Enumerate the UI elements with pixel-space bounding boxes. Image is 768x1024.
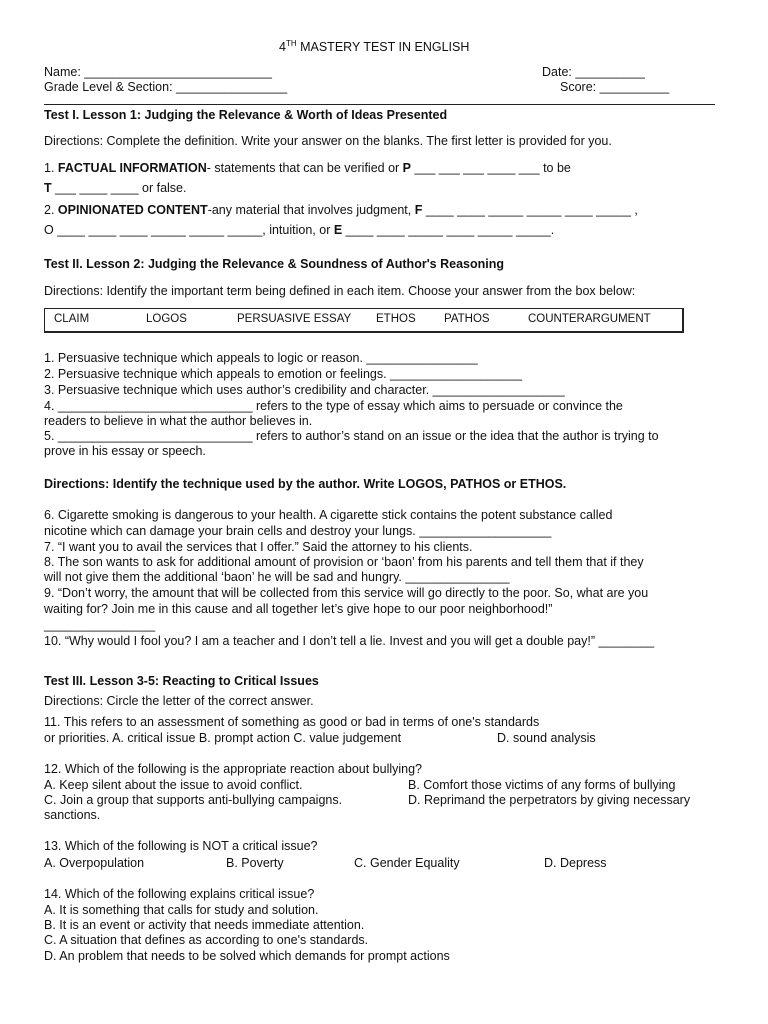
choice-logos: LOGOS — [146, 313, 187, 325]
page-title: 4TH MASTERY TEST IN ENGLISH — [279, 38, 470, 54]
test3-q12-option-d-cont: sanctions. — [44, 808, 101, 822]
test3-q11-options: or priorities. A. critical issue B. prompt action C. value judgement — [44, 731, 402, 745]
test3-q14-option-c: C. A situation that defines as according to one's standards. — [44, 933, 369, 947]
choice-pathos: PATHOS — [444, 313, 490, 325]
test3-q14-option-b: B. It is an event or activity that needs immediate attention. — [44, 918, 365, 932]
test1-q2-line2: O ____ ____ ____ _____ _____ _____, intuition, or E ____ ____ _____ ____ _____ _____. — [44, 223, 555, 237]
test1-q1: 1. FACTUAL INFORMATION- statements that can be verified or P ___ ___ ___ ____ ___ to be — [44, 161, 571, 175]
test3-q14-option-d: D. An problem that needs to be solved which demands for prompt actions — [44, 949, 450, 963]
name-field[interactable]: Name: ___________________________ — [44, 65, 272, 79]
test3-q13: 13. Which of the following is NOT a critical issue? — [44, 839, 318, 853]
test3-q12-option-c: C. Join a group that supports anti-bullying campaigns. — [44, 793, 343, 807]
test2-item: 1. Persuasive technique which appeals to logic or reason. ________________ — [44, 351, 478, 365]
test3-q13-option-a: A. Overpopulation — [44, 856, 145, 870]
test2-item2: 7. “I want you to avail the services that I offer.” Said the attorney to his clients. — [44, 540, 473, 554]
test2-heading: Test II. Lesson 2: Judging the Relevance & Soundness of Author's Reasoning — [44, 257, 504, 271]
test1-q1-line2: T ___ ____ ____ or false. — [44, 181, 187, 195]
test2-item: 2. Persuasive technique which appeals to emotion or feelings. ___________________ — [44, 367, 523, 381]
test2-item: 4. ____________________________ refers to the type of essay which aims to persuade or convince the — [44, 399, 623, 413]
test3-q12-option-b: B. Comfort those victims of any forms of bullying — [408, 778, 676, 792]
test2-item2: 6. Cigarette smoking is dangerous to your health. A cigarette stick contains the potent substance called — [44, 508, 613, 522]
test3-q14: 14. Which of the following explains critical issue? — [44, 887, 315, 901]
test3-q13-option-b: B. Poverty — [226, 856, 284, 870]
test3-q12-option-a: A. Keep silent about the issue to avoid conflict. — [44, 778, 303, 792]
score-field[interactable]: Score: __________ — [560, 80, 670, 94]
test3-q12-option-d: D. Reprimand the perpetrators by giving necessary — [408, 793, 691, 807]
choice-persuasive-essay: PERSUASIVE ESSAY — [237, 313, 352, 325]
choice-counterargument: COUNTERARGUMENT — [528, 313, 651, 325]
test3-q14-option-a: A. It is something that calls for study and solution. — [44, 903, 319, 917]
test3-directions: Directions: Circle the letter of the correct answer. — [44, 694, 314, 708]
test2-item2: waiting for? Join me in this cause and all together let’s give hope to our poor neighborhood!” — [44, 602, 553, 616]
test3-q13-option-c: C. Gender Equality — [354, 856, 460, 870]
test3-q11-option-d: D. sound analysis — [497, 731, 596, 745]
test2-item2: 8. The son wants to ask for additional amount of provision or ‘baon’ from his parents and tell them that if they — [44, 555, 644, 569]
choice-ethos: ETHOS — [376, 313, 416, 325]
test2-item2: 9. “Don’t worry, the amount that will be collected from this service will go directly to the poor. So, what are you — [44, 586, 649, 600]
header-divider — [44, 104, 715, 105]
test2-item2: nicotine which can damage your brain cells and destroy your lungs. ___________________ — [44, 524, 552, 538]
test2-item2: will not give them the additional ‘baon’ he will be sad and hungry. _______________ — [44, 570, 510, 584]
test3-q12: 12. Which of the following is the appropriate reaction about bullying? — [44, 762, 423, 776]
test3-q13-option-d: D. Depress — [544, 856, 607, 870]
test2-item2: ________________ — [44, 618, 156, 632]
grade-section-field[interactable]: Grade Level & Section: ________________ — [44, 80, 288, 94]
test1-q2: 2. OPINIONATED CONTENT-any material that involves judgment, F ____ ____ _____ _____ ____ _____ , — [44, 203, 638, 217]
answer-choices-box — [44, 308, 684, 333]
test2-item2: 10. “Why would I fool you? I am a teacher and I don’t tell a lie. Invest and you will get a double pay!” ________ — [44, 634, 655, 648]
choice-claim: CLAIM — [54, 313, 90, 325]
test1-directions: Directions: Complete the definition. Write your answer on the blanks. The first letter is provided for you. — [44, 134, 612, 148]
test2-item: 3. Persuasive technique which uses author’s credibility and character. ___________________ — [44, 383, 565, 397]
test3-heading: Test III. Lesson 3-5: Reacting to Critical Issues — [44, 674, 319, 688]
test1-heading: Test I. Lesson 1: Judging the Relevance & Worth of Ideas Presented — [44, 108, 448, 122]
test2-directions: Directions: Identify the important term being defined in each item. Choose your answer from the box below: — [44, 284, 636, 298]
date-field[interactable]: Date: __________ — [542, 65, 645, 79]
test2-item: prove in his essay or speech. — [44, 444, 206, 458]
test2-directions2: Directions: Identify the technique used by the author. Write LOGOS, PATHOS or ETHOS. — [44, 477, 567, 491]
test3-q11: 11. This refers to an assessment of something as good or bad in terms of one's standards — [44, 715, 540, 729]
test2-item: readers to believe in what the author believes in. — [44, 414, 313, 428]
test2-item: 5. ____________________________ refers to author’s stand on an issue or the idea that the author is trying to — [44, 429, 659, 443]
